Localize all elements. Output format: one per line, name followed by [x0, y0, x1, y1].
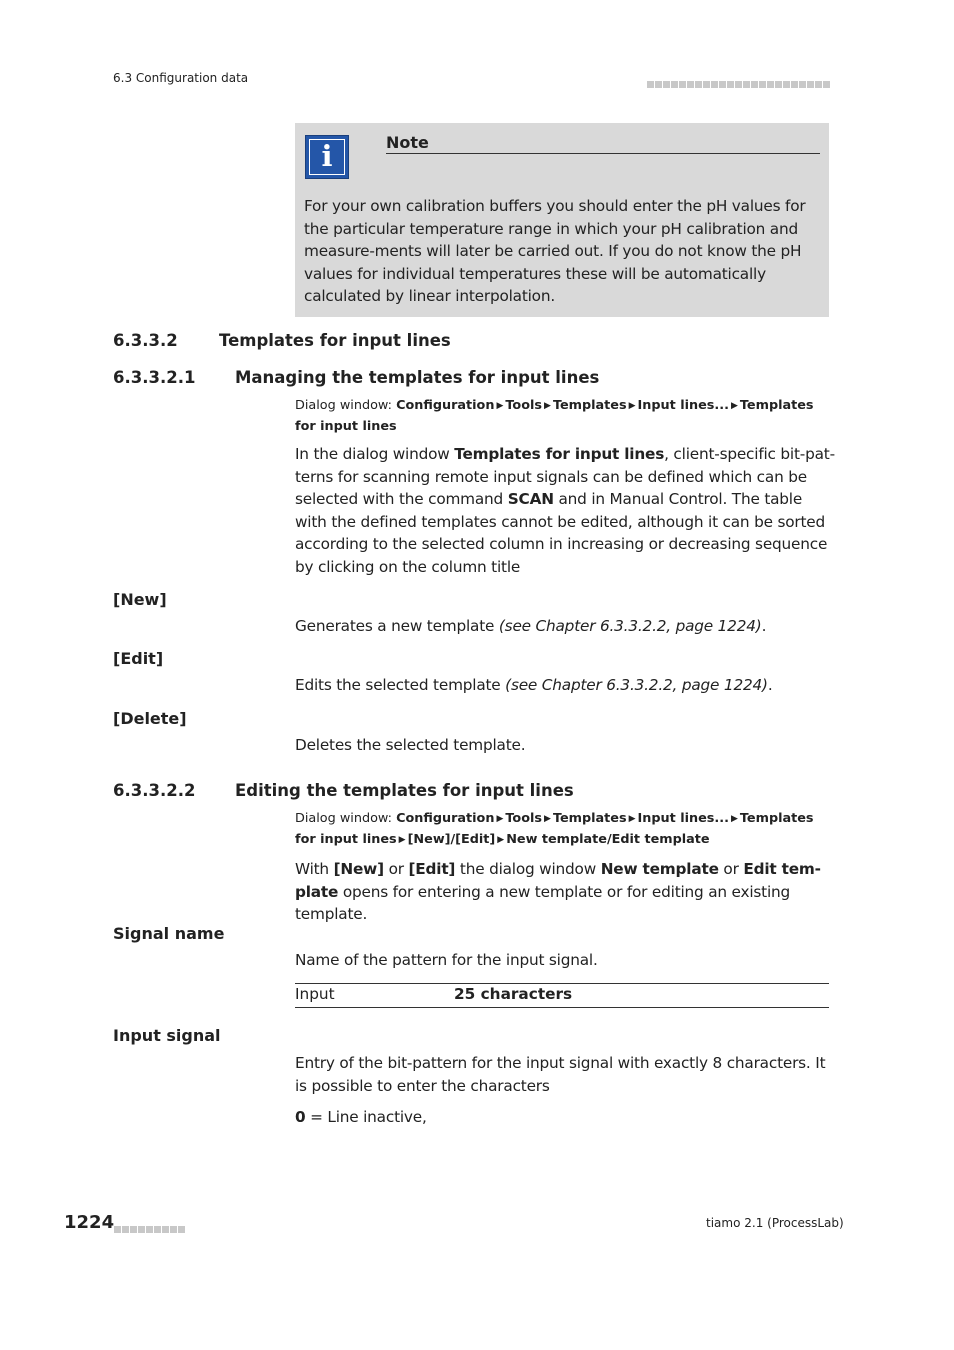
- new-description: Generates a new template (see Chapter 6.3.3.2.2, page 1224).: [295, 617, 767, 635]
- footer-decoration: [114, 1219, 186, 1238]
- signal-name-description: Name of the pattern for the input signal.: [295, 951, 598, 969]
- input-signal-label: Input signal: [113, 1026, 221, 1045]
- dialog-path: Dialog window: Configuration ▶ Tools ▶ Templates ▶ Input lines... ▶ Templates for input lines ▶ [New]/[Edit] ▶ New template/Edit template: [295, 811, 814, 847]
- subsection-number: 6.3.3.2.1: [113, 368, 196, 387]
- header-decoration: [647, 74, 831, 93]
- subsection-heading: [113, 368, 599, 387]
- section-title: Templates for input lines: [219, 331, 451, 350]
- delete-button-label: [Delete]: [113, 709, 187, 728]
- section-number: 6.3.3.2: [113, 331, 178, 350]
- delete-description: Deletes the selected template.: [295, 736, 526, 754]
- new-button-label: [New]: [113, 590, 167, 609]
- intro-paragraph: In the dialog window Templates for input lines, client-specific bit-pat-terns for scanning remote input signals can be defined which can be selected with the command SCAN and in Manual Control. The table with the defined templates cannot be edited, although it can be sorted according to the selected column in increasing or decreasing sequence by clicking on the column title: [295, 445, 835, 576]
- dialog-path: Dialog window: Configuration ▶ Tools ▶ Templates ▶ Input lines... ▶ Templates for input lines: [295, 398, 814, 434]
- product-name: tiamo 2.1 (ProcessLab): [706, 1216, 844, 1230]
- note-body: For your own calibration buffers you should enter the pH values for the particular temperature range in which your pH calibration and measure-ments will later be carried out. If you do not know the pH values for individual temperatures these will be automatically calculated by linear interpolation.: [304, 197, 806, 305]
- info-icon: i: [305, 135, 349, 179]
- signal-name-table: [295, 983, 829, 1008]
- running-header: 6.3 Configuration data: [113, 71, 249, 85]
- page-number: 1224: [64, 1212, 115, 1233]
- note-title: Note: [386, 133, 820, 154]
- subsection-title: Editing the templates for input lines: [235, 781, 574, 800]
- table-key: Input: [295, 985, 335, 1003]
- section-heading: [113, 331, 451, 350]
- edit-intro-paragraph: With [New] or [Edit] the dialog window New template or Edit tem-plate opens for entering a new template or for editing an existing template.: [295, 860, 821, 923]
- edit-description: Edits the selected template (see Chapter 6.3.3.2.2, page 1224).: [295, 676, 773, 694]
- subsection-title: Managing the templates for input lines: [235, 368, 600, 387]
- table-value: 25 characters: [454, 985, 573, 1003]
- subsection-number: 6.3.3.2.2: [113, 781, 196, 800]
- input-signal-description: Entry of the bit-pattern for the input signal with exactly 8 characters. It is possible to enter the characters: [295, 1054, 826, 1095]
- note-box: [295, 123, 829, 317]
- input-signal-value: 0 = Line inactive,: [295, 1108, 427, 1126]
- subsection-heading: [113, 781, 574, 800]
- signal-name-label: Signal name: [113, 924, 225, 943]
- edit-button-label: [Edit]: [113, 649, 164, 668]
